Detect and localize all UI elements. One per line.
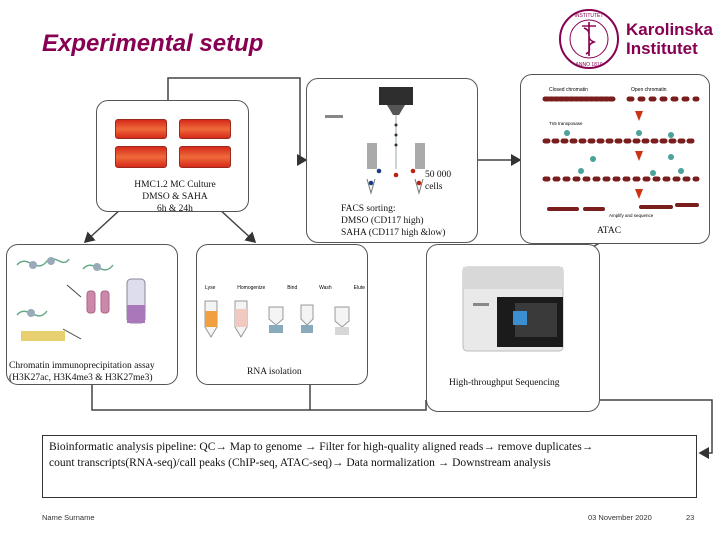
svg-text:INSTITUTET: INSTITUTET [574,13,604,19]
rna-step: Elute [353,285,365,291]
pipeline-line2: count transcripts(RNA-seq)/call peaks (ChIP-seq, ATAC-seq)→ Data normalization → Downstream analysis [49,457,551,469]
rna-step: Wash [319,285,332,291]
culture-flask [115,146,167,168]
atac-chromatin-icon [521,75,710,244]
chip-label: Chromatin immunoprecipitation assay (H3K27ac, H3K4me3 & H3K27me3) [9,361,155,383]
bioinformatics-pipeline-box [42,435,697,498]
culture-flask [179,119,231,139]
rna-label: RNA isolation [247,367,302,377]
rna-tubes-icon [197,245,368,345]
footer-author: Name Surname [42,513,95,522]
facs-cell-count: 50 000 cells [425,170,452,192]
rna-panel [196,244,368,385]
atac-tn5-label: Tn5 transposase [549,121,583,126]
sequencer-icon [427,245,600,365]
logo-line1: Karolinska [626,20,713,39]
culture-flask [115,119,167,139]
svg-text:ANNO 1810: ANNO 1810 [575,62,603,68]
atac-label: ATAC [597,226,622,236]
rna-step: Bind [287,285,298,291]
atac-open-label: Open chromatin [631,87,667,93]
logo-line2: Institutet [626,39,698,58]
footer-page-number: 23 [686,513,695,522]
footer-date: 03 November 2020 [588,513,652,522]
culture-flask [179,146,231,168]
cell-culture-panel [96,100,249,212]
chip-workflow-icon [7,245,178,355]
atac-closed-label: Closed chromatin [549,87,588,93]
atac-amplify-label: Amplify and sequence [609,213,654,218]
chip-panel [6,244,178,385]
sequencing-panel [426,244,600,412]
atac-panel [520,74,710,244]
facs-panel [306,78,478,243]
rna-step: Lyse [205,285,216,291]
slide-title: Experimental setup [42,30,264,57]
pipeline-line1: Bioinformatic analysis pipeline: QC→ Map to genome → Filter for high-quality aligned reads→ remove duplicates→ [49,441,594,453]
rna-step: Homogenize [237,285,266,291]
facs-sorting-label: FACS sorting: DMSO (CD117 high) SAHA (CD117 high &low) [341,204,446,238]
sequencing-label: High-throughput Sequencing [449,378,560,388]
culture-label: HMC1.2 MC Culture DMSO & SAHA 6h & 24h [134,180,216,212]
